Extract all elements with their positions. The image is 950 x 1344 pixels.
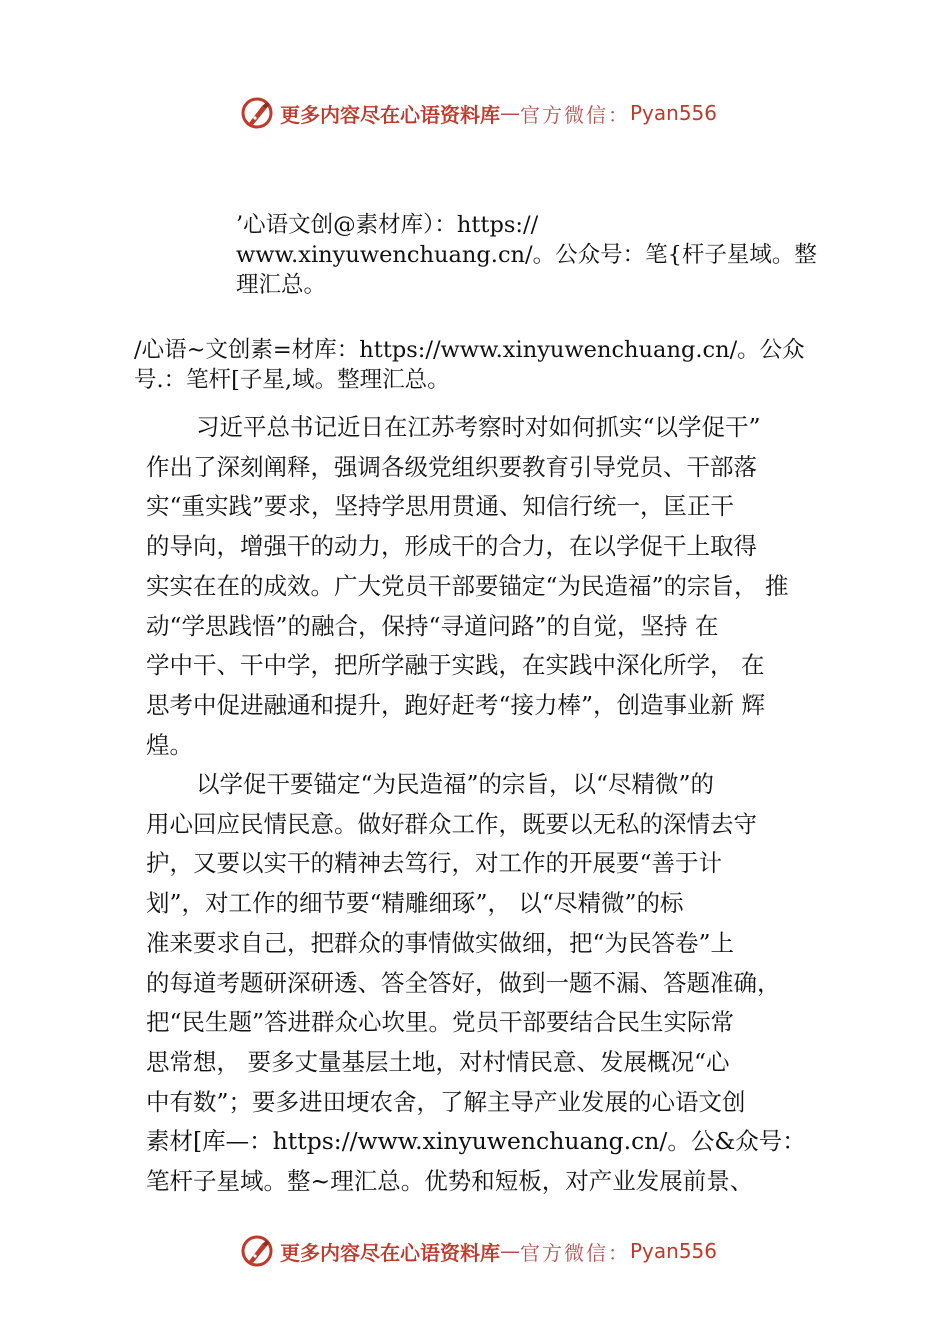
text-line: 煌。 bbox=[146, 730, 193, 759]
text-line: 实实在在的成效。广大党员干部要锚定“为民造福”的宗旨， 推 bbox=[146, 571, 789, 600]
text-line: 以学促干要锚定“为民造福”的宗旨，以“尽精微”的 bbox=[196, 770, 715, 798]
banner-brand-text: 更多内容尽在心语资料库 bbox=[280, 102, 500, 127]
text-line: /心语~文创素=材库：https://www.xinyuwenchuang.cn/。公众 bbox=[134, 337, 805, 363]
banner-wechat-label: 官方微信： bbox=[520, 102, 630, 127]
text-line: 思常想， 要多丈量基层土地，对村情民意、发展概况“心 bbox=[146, 1047, 730, 1076]
text-line: www.xinyuwenchuang.cn/。公众号：笔{杆子星域。整 bbox=[236, 242, 817, 268]
watermark-block-1 bbox=[236, 210, 817, 300]
text-line: 思考中促进融通和提升，跑好赶考“接力棒”，创造事业新 辉 bbox=[146, 690, 765, 719]
banner-wechat-label: 官方微信： bbox=[520, 1240, 630, 1265]
text-line: 素材[库—：https://www.xinyuwenchuang.cn/。公&众号： bbox=[146, 1127, 806, 1156]
text-line: 实“重实践”要求，坚持学思用贯通、知信行统一，匡正干 bbox=[146, 492, 735, 521]
text-line: 把“民生题”答进群众心坎里。党员干部要结合民生实际常 bbox=[146, 1008, 735, 1037]
text-line: 习近平总书记近日在江苏考察时对如何抓实“以学促干” bbox=[196, 413, 761, 441]
text-line: 准来要求自己，把群众的事情做实做细，把“为民答卷”上 bbox=[146, 928, 735, 957]
text-line: 用心回应民情民意。做好群众工作，既要以无私的深情去守 bbox=[146, 809, 757, 838]
pen-nib-logo-icon bbox=[240, 1234, 274, 1268]
banner-dash: — bbox=[500, 101, 520, 125]
text-line: 作出了深刻阐释，强调各级党组织要教育引导党员、干部落 bbox=[146, 452, 757, 481]
pen-nib-logo-icon bbox=[240, 96, 274, 130]
text-line: 划”，对工作的细节要“精雕细琢”， 以“尽精微”的标 bbox=[146, 889, 684, 918]
banner-brand-text: 更多内容尽在心语资料库 bbox=[280, 1240, 500, 1265]
text-line: 笔杆子星域。整~理汇总。优势和短板，对产业发展前景、 bbox=[146, 1167, 754, 1196]
text-line: 理汇总。 bbox=[236, 272, 327, 298]
banner-dash: — bbox=[500, 1239, 520, 1263]
header-banner bbox=[240, 96, 717, 130]
text-line: 学中干、干中学，把所学融于实践，在实践中深化所学， 在 bbox=[146, 651, 765, 680]
text-line: 护，又要以实干的精神去笃行，对工作的开展要“善于计 bbox=[146, 849, 723, 878]
text-line: ’心语文创@素材库）：https:// bbox=[236, 212, 539, 238]
watermark-block-2 bbox=[134, 335, 805, 395]
text-line: 中有数”；要多进田埂农舍，了解主导产业发展的心语文创 bbox=[146, 1087, 746, 1116]
text-line: 的导向，增强干的动力，形成干的合力，在以学促干上取得 bbox=[146, 532, 757, 561]
banner-wechat-id: Pyan556 bbox=[630, 101, 718, 125]
paragraph-1 bbox=[146, 408, 789, 765]
paragraph-2 bbox=[146, 765, 806, 1202]
text-line: 的每道考题研深研透、答全答好，做到一题不漏、答题准确， bbox=[146, 968, 781, 997]
footer-banner bbox=[240, 1234, 717, 1268]
text-line: 动“学思践悟”的融合，保持“寻道问路”的自觉，坚持 在 bbox=[146, 611, 719, 640]
banner-wechat-id: Pyan556 bbox=[630, 1239, 718, 1263]
text-line: 号.：笔杆[子星,域。整理汇总。 bbox=[134, 367, 450, 393]
